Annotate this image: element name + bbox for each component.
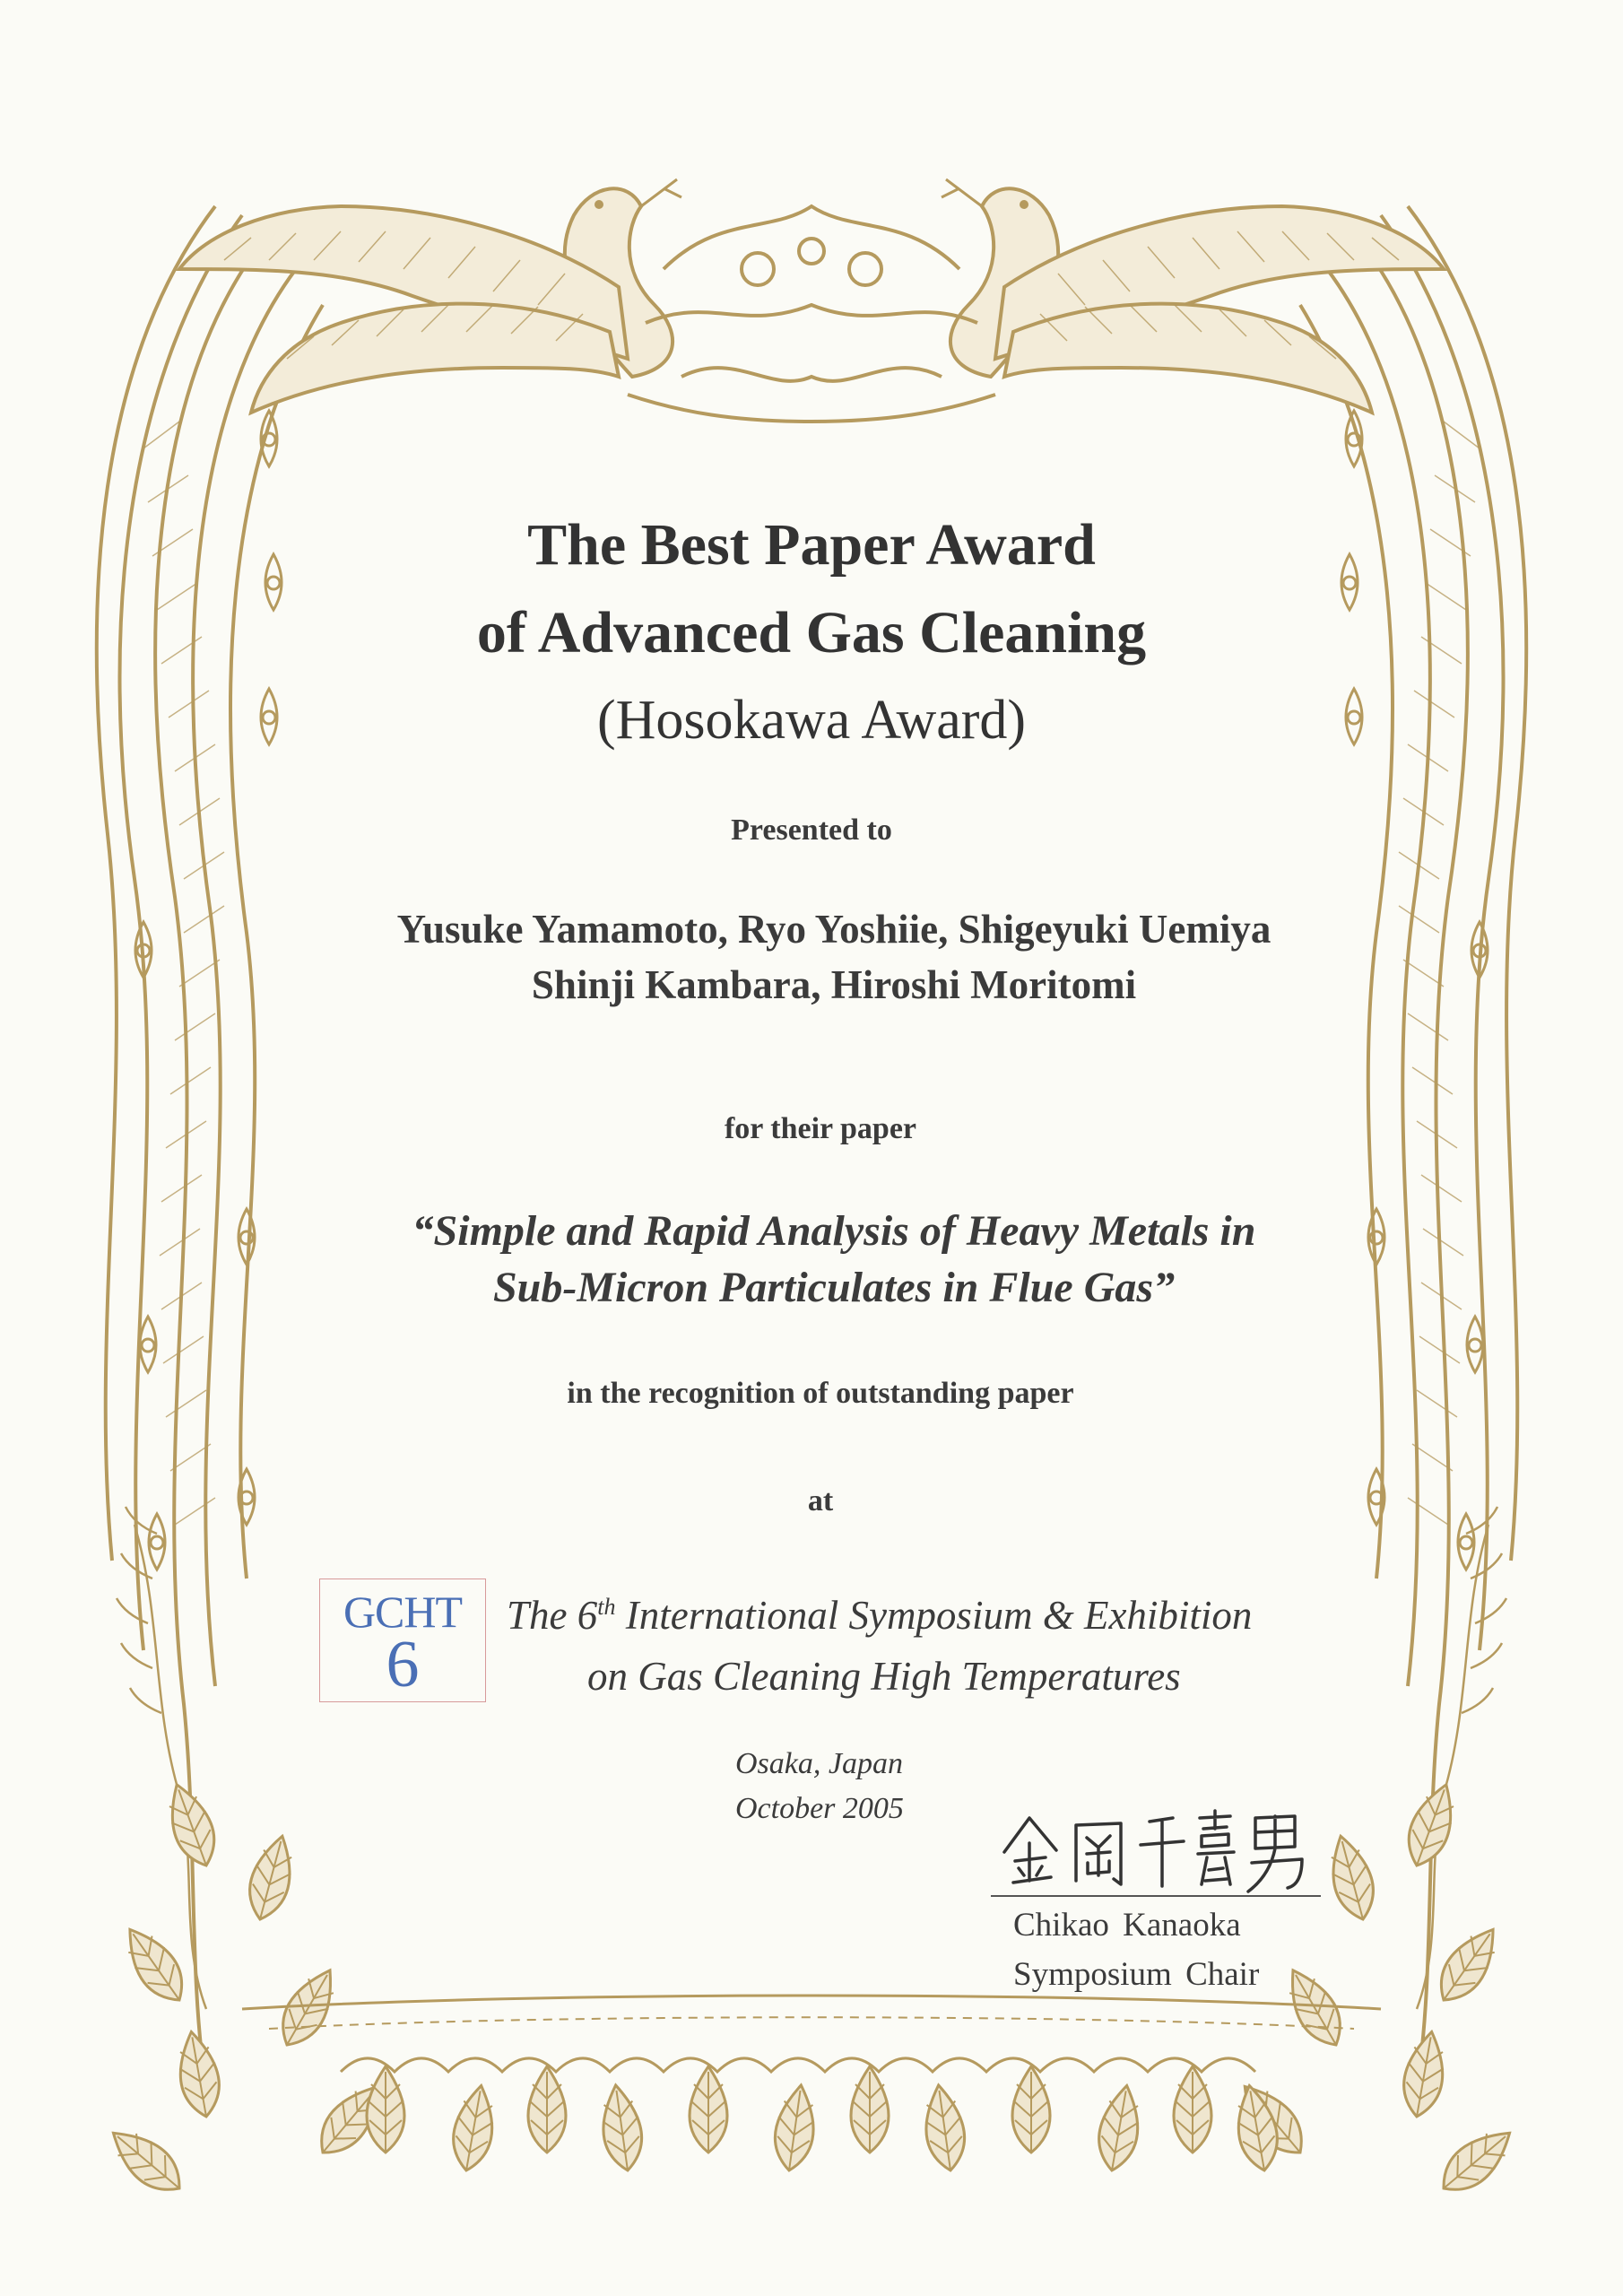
- at-label: at: [807, 1484, 834, 1518]
- symposium-name: International Symposium & Exhibition: [615, 1593, 1253, 1638]
- date: October 2005: [735, 1792, 904, 1825]
- signature-line: [991, 1895, 1321, 1897]
- signatory-title: Symposium Chair: [1013, 1956, 1260, 1993]
- recognition-text: in the recognition of outstanding paper: [567, 1377, 1074, 1410]
- award-subtitle: (Hosokawa Award): [596, 690, 1027, 751]
- signatory-name: Chikao Kanaoka: [1013, 1907, 1241, 1944]
- symposium-ordinal: th: [597, 1594, 616, 1620]
- gcht-logo: [319, 1578, 486, 1702]
- paper-title-line-2: Sub-Micron Particulates in Flue Gas”: [492, 1264, 1176, 1311]
- presented-to-label: Presented to: [731, 813, 892, 847]
- award-title-line-1: The Best Paper Award: [527, 512, 1096, 578]
- symposium-line-2: on Gas Cleaning High Temperatures: [587, 1654, 1181, 1699]
- logo-text: GCHT: [343, 1587, 463, 1637]
- recipients-line-2: Shinji Kambara, Hiroshi Moritomi: [531, 962, 1137, 1007]
- symposium-prefix: The 6: [507, 1593, 598, 1638]
- award-title-line-2: of Advanced Gas Cleaning: [476, 600, 1147, 665]
- handwritten-signature: [986, 1798, 1327, 1897]
- recipients-line-1: Yusuke Yamamoto, Ryo Yoshiie, Shigeyuki Uemiya: [396, 907, 1271, 952]
- symposium-line-1: [507, 1592, 1252, 1639]
- for-paper-label: for their paper: [724, 1112, 917, 1145]
- paper-title-line-1: “Simple and Rapid Analysis of Heavy Metals in: [412, 1207, 1256, 1255]
- logo-number: 6: [386, 1628, 420, 1701]
- location: Osaka, Japan: [735, 1747, 903, 1780]
